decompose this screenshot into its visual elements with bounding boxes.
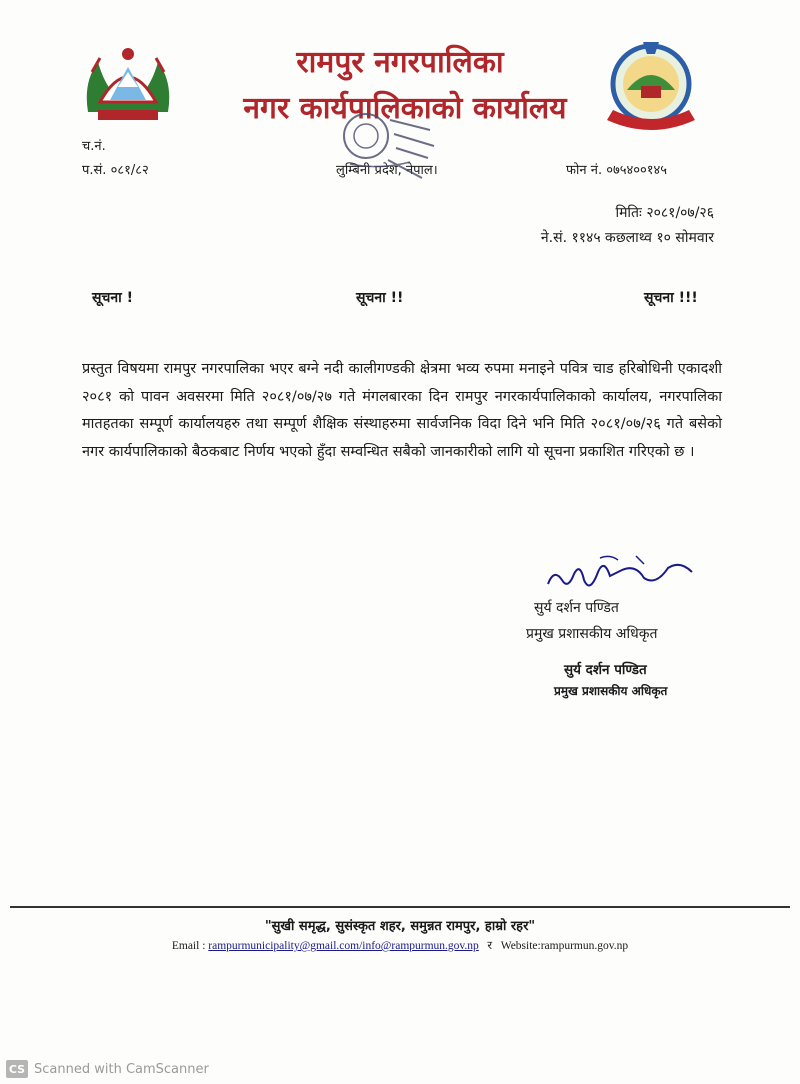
notice-heading-1: सूचना !: [92, 290, 134, 306]
footer-contact: [0, 938, 800, 953]
email-link[interactable]: rampurmunicipality@gmail.com/info@rampurmun.gov.np: [208, 940, 479, 952]
address: लुम्बिनी प्रदेश, नेपाल।: [336, 163, 438, 178]
signature-stamp-title: प्रमुख प्रशासकीय अधिकृत: [554, 684, 668, 698]
footer-divider: [10, 906, 790, 908]
watermark-text: Scanned with CamScanner: [34, 1061, 209, 1077]
email-label: Email :: [171, 940, 209, 952]
notice-heading-2: सूचना !!: [356, 290, 404, 306]
signatory-title: प्रमुख प्रशासकीय अधिकृत: [526, 626, 658, 642]
municipality-logo-icon: [597, 40, 705, 140]
letter-date: मितिः २०८१/०७/२६: [615, 205, 714, 221]
phone-number: फोन नं. ०७५४००१४५: [566, 163, 668, 178]
office-stamp-icon: [330, 100, 450, 200]
handwritten-signature-icon: [540, 550, 700, 600]
cn-label: च.नं.: [82, 139, 106, 154]
signatory-name: सुर्य दर्शन पण्डित: [534, 600, 619, 616]
notice-heading-3: सूचना !!!: [644, 290, 698, 306]
footer-motto: "सुखी समृद्ध, सुसंस्कृत शहर, समुन्नत रामपुर, हाम्रो रहर": [264, 919, 536, 934]
contact-separator: र: [487, 940, 493, 952]
office-title: नगर कार्यपालिकाको कार्यालय: [243, 91, 567, 126]
camscanner-logo-icon: CS: [6, 1060, 28, 1078]
signature-stamp-name: सुर्य दर्शन पण्डित: [564, 662, 647, 678]
ps-label: प.सं. ०८१/८२: [82, 163, 149, 178]
camscanner-watermark: [6, 1060, 209, 1078]
website-link[interactable]: Website:rampurmun.gov.np: [500, 940, 629, 952]
municipality-title: रामपुर नगरपालिका: [296, 45, 504, 80]
notice-body: प्रस्तुत विषयमा रामपुर नगरपालिका भएर बग्ने नदी कालीगण्डकी क्षेत्रमा भव्य रुपमा मनाइने पवित्र चाड हरिबोधिनी एकादशी २०८१ को पावन अवसरमा मिति २०८१/०७/२७ गते मंगलबारका दिन रामपुर नगरकार्यपालिकाको कार्यालय, नगरपालिका मातहतका सम्पूर्ण कार्यालयहरु तथा सम्पूर्ण शैक्षिक संस्थाहरुमा सार्वजनिक विदा दिने भनि मिति २०८१/०७/२६ गते बसेको नगर कार्यपालिकाको बैठकबाट निर्णय भएको हुँदा सम्वन्धित सबैको जानकारीको लागि यो सूचना प्रकाशित गरिएको छ ।: [82, 361, 722, 460]
nepal-sambat-date: ने.सं. ११४५ कछलाथ्व १० सोमवार: [540, 230, 714, 246]
nepal-emblem-icon: [78, 42, 178, 132]
